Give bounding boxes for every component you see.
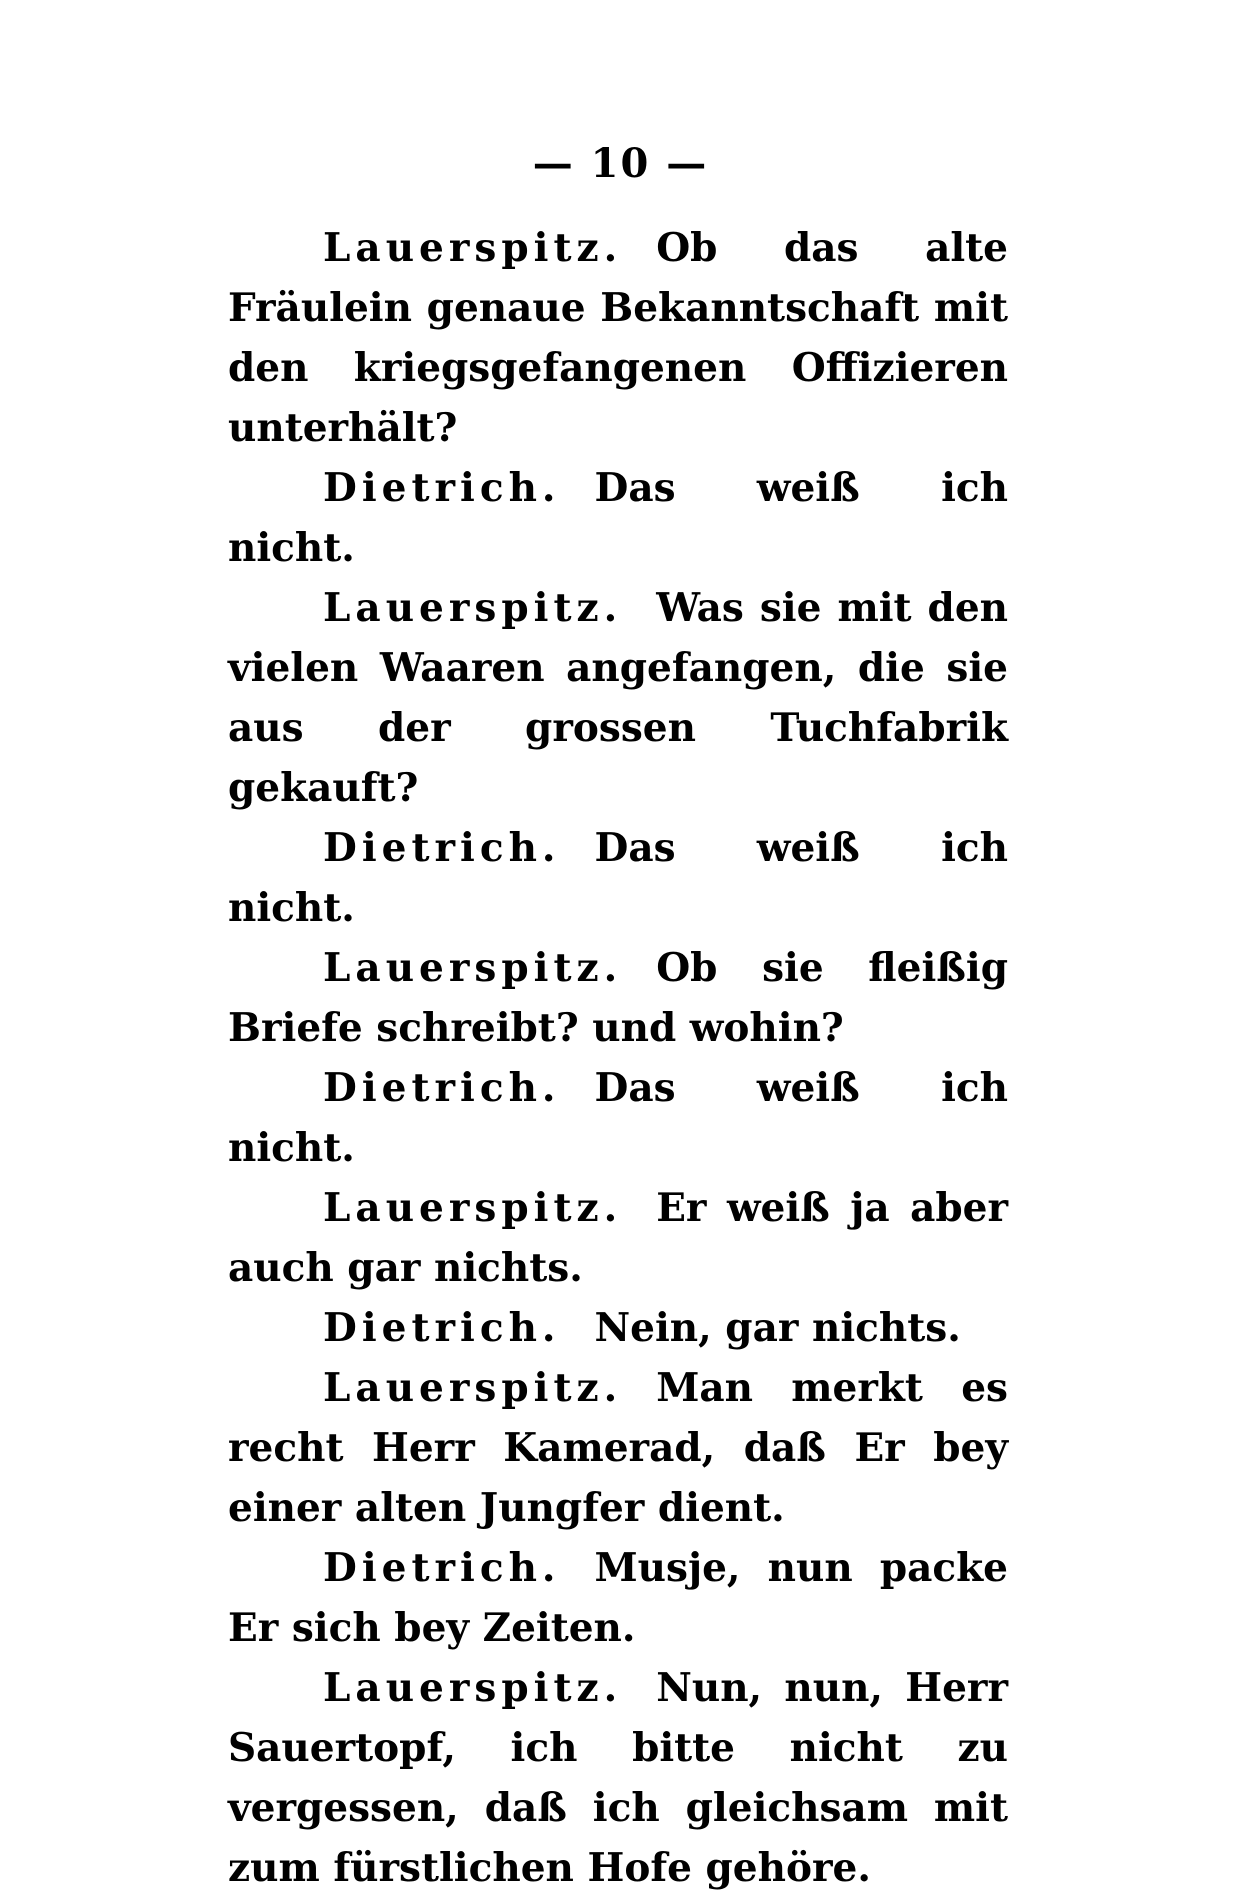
speaker-name: Lauerspitz. bbox=[323, 1665, 623, 1711]
speaker-name: Dietrich. bbox=[323, 1065, 561, 1111]
dialogue-entry bbox=[228, 818, 1008, 938]
speaker-name: Dietrich. bbox=[323, 465, 561, 511]
speaker-name: Dietrich. bbox=[323, 825, 561, 871]
speech-text: Man merkt es recht Herr Kamerad, daß Er bey einer alten Jungfer dient. bbox=[228, 1365, 1008, 1531]
speech-text: Ob das alte Fräulein genaue Bekanntschaft mit den kriegsgefangenen Offizieren unterhält? bbox=[228, 225, 1008, 451]
speaker-name: Lauerspitz. bbox=[323, 585, 623, 631]
speaker-name: Lauerspitz. bbox=[323, 945, 623, 991]
dialogue-entry bbox=[228, 1178, 1008, 1298]
speech-text: Was sie mit den vielen Waaren angefangen, die sie aus der grossen Tuchfabrik gekauft? bbox=[228, 585, 1008, 811]
speech-text: Das weiß ich nicht. bbox=[228, 465, 1008, 571]
speech-text: Nun, nun, Herr Sauertopf, ich bitte nicht zu vergessen, daß ich gleichsam mit zum fürstlichen Hofe gehöre. bbox=[228, 1665, 1008, 1891]
speaker-name: Dietrich. bbox=[323, 1545, 561, 1591]
speech-text: Er weiß ja aber auch gar nichts. bbox=[228, 1185, 1008, 1291]
speech-text: Ob sie fleißig Briefe schreibt? und wohin? bbox=[228, 945, 1008, 1051]
speaker-name: Lauerspitz. bbox=[323, 225, 623, 271]
dialogue-text bbox=[228, 218, 1008, 1898]
speaker-name: Lauerspitz. bbox=[323, 1185, 623, 1231]
dialogue-entry bbox=[228, 1058, 1008, 1178]
dialogue-entry bbox=[228, 1298, 1008, 1358]
page-number: — 10 — bbox=[532, 140, 709, 187]
speech-text: Nein, gar nichts. bbox=[594, 1305, 961, 1351]
dialogue-entry bbox=[228, 458, 1008, 578]
dialogue-entry bbox=[228, 1358, 1008, 1538]
dialogue-entry bbox=[228, 218, 1008, 458]
speaker-name: Lauerspitz. bbox=[323, 1365, 623, 1411]
speech-text: Das weiß ich nicht. bbox=[228, 825, 1008, 931]
dialogue-entry bbox=[228, 938, 1008, 1058]
speaker-name: Dietrich. bbox=[323, 1305, 561, 1351]
speech-text: Das weiß ich nicht. bbox=[228, 1065, 1008, 1171]
dialogue-entry bbox=[228, 578, 1008, 818]
speech-text: Musje, nun packe Er sich bey Zeiten. bbox=[228, 1545, 1008, 1651]
dialogue-entry bbox=[228, 1658, 1008, 1898]
dialogue-entry bbox=[228, 1538, 1008, 1658]
